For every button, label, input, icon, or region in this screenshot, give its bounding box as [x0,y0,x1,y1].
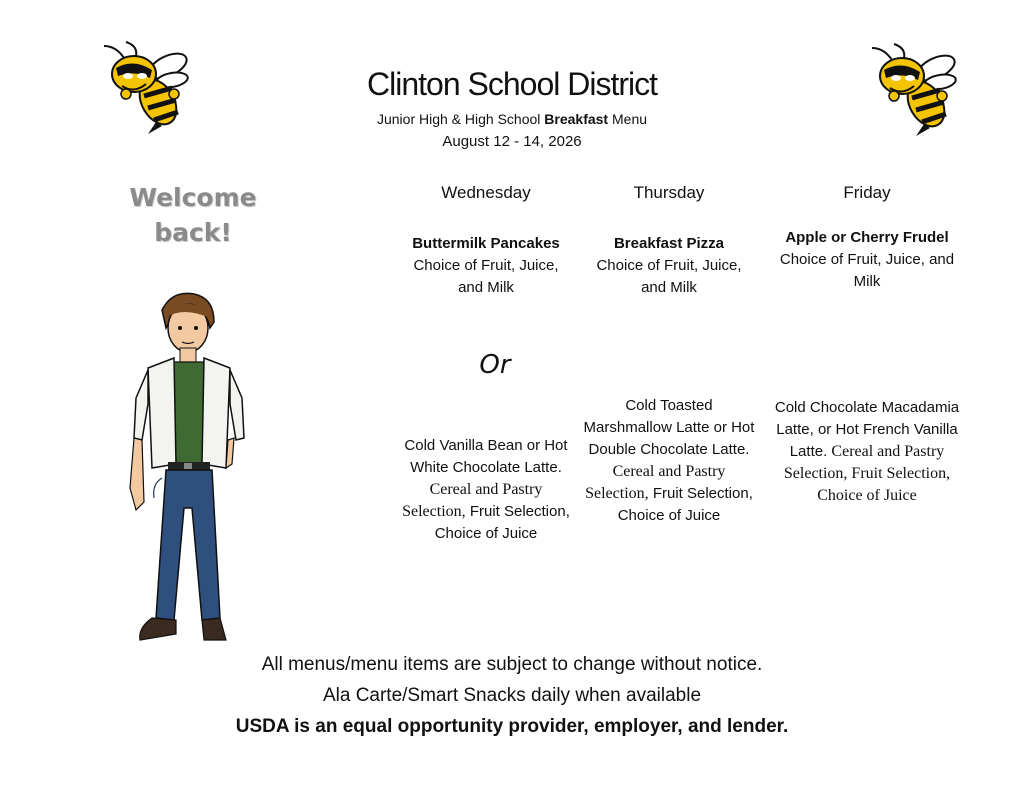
subtitle-suffix: Menu [608,111,648,127]
alt-item-cereal: Cereal and Pastry Selection, Fruit Selection, Choice of Juice [783,443,951,504]
day-header-friday: Friday [843,183,891,202]
alt-item-drinks: Cold Chocolate Macadamia Latte, or Hot French Vanilla Latte. [774,399,960,460]
or-label: Or [479,350,511,380]
main-item-title: Apple or Cherry Frudel [785,229,949,246]
page-subtitle [0,111,1024,127]
main-item-thursday [583,233,755,299]
main-item-title: Breakfast Pizza [613,235,725,252]
alt-item-extras: Fruit Selection, Choice of Juice [617,485,753,524]
main-item-sides: Choice of Fruit, Juice, and Milk [779,251,955,290]
main-item-wednesday [400,233,572,299]
alt-item-cereal: Cereal and Pastry Selection, [402,481,543,520]
alt-item-wednesday [400,435,572,545]
main-item-title: Buttermilk Pancakes [412,235,560,252]
alt-item-drinks: Cold Toasted Marshmallow Latte or Hot Double Chocolate Latte. [583,397,755,458]
welcome-line-2: back! [154,218,232,247]
alt-item-cereal: Cereal and Pastry Selection, [585,463,726,502]
day-header-wednesday: Wednesday [441,183,531,202]
footer-ala-carte: Ala Carte/Smart Snacks daily when available [322,685,702,706]
footer-usda-statement: USDA is an equal opportunity provider, employer, and lender. [235,716,789,737]
main-item-sides: Choice of Fruit, Juice, and Milk [596,257,742,296]
welcome-line-1: Welcome [129,183,257,212]
main-item-sides: Choice of Fruit, Juice, and Milk [413,257,559,296]
alt-item-extras: Fruit Selection, Choice of Juice [434,503,570,542]
footer-disclaimer: All menus/menu items are subject to change without notice. [261,654,763,675]
main-item-friday [766,227,968,293]
day-header-thursday: Thursday [633,183,705,202]
welcome-back-text [118,180,268,250]
date-range: August 12 - 14, 2026 [442,133,582,150]
student-illustration-icon [122,288,257,650]
subtitle-bold: Breakfast [544,111,609,127]
subtitle-prefix: Junior High & High School [376,111,545,127]
page-title: Clinton School District [367,66,657,102]
alt-item-thursday [583,395,755,527]
alt-item-drinks: Cold Vanilla Bean or Hot White Chocolate Latte. [404,437,568,476]
alt-item-friday [766,397,968,507]
